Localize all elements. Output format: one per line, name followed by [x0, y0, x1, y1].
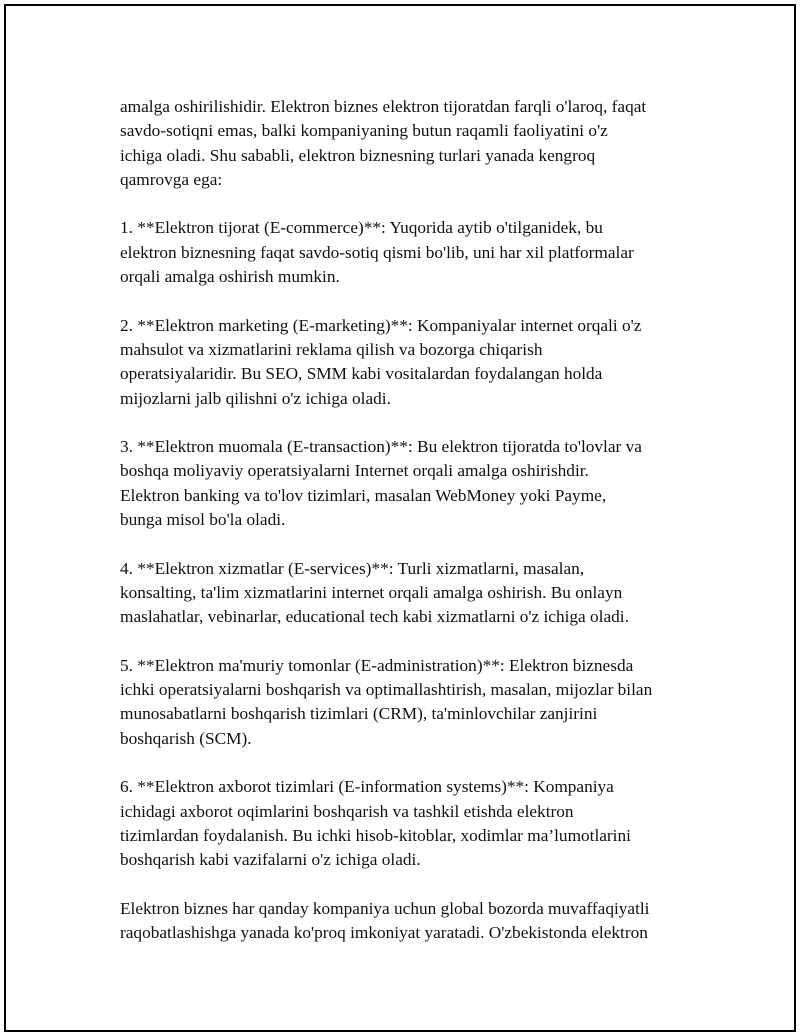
text-line: ichidagi axborot oqimlarini boshqarish va tashkil etishda elektron: [120, 801, 574, 821]
text-line: ichiga oladi. Shu sababli, elektron biznesning turlari yanada kengroq: [120, 145, 596, 165]
text-line: munosabatlarni boshqarish tizimlari (CRM), ta'minlovchilar zanjirini: [120, 704, 598, 724]
document-page: [4, 4, 796, 1032]
text-line: 4. **Elektron xizmatlar (E-services)**: Turli xizmatlarni, masalan,: [120, 558, 585, 578]
text-line: mahsulot va xizmatlarini reklama qilish va bozorga chiqarish: [120, 339, 543, 359]
text-line: konsalting, ta'lim xizmatlarini internet orqali amalga oshirish. Bu onlayn: [120, 582, 623, 602]
text-line: Elektron banking va to'lov tizimlari, masalan WebMoney yoki Payme,: [120, 485, 607, 505]
text-line: Elektron biznes har qanday kompaniya uchun global bozorda muvaffaqiyatli: [120, 898, 650, 918]
text-line: raqobatlashishga yanada ko'proq imkoniyat yaratadi. O'zbekistonda elektron: [120, 923, 648, 943]
paragraph-intro: [120, 95, 700, 192]
text-line: elektron biznesning faqat savdo-sotiq qismi bo'lib, uni har xil platformalar: [120, 242, 634, 262]
text-line: tizimlardan foydalanish. Bu ichki hisob-kitoblar, xodimlar ma’lumotlarini: [120, 825, 631, 845]
list-item-eadministration: [120, 654, 700, 751]
text-line: 2. **Elektron marketing (E-marketing)**: Kompaniyalar internet orqali o'z: [120, 315, 642, 335]
text-line: 6. **Elektron axborot tizimlari (E-information systems)**: Kompaniya: [120, 777, 614, 797]
text-line: orqali amalga oshirish mumkin.: [120, 267, 340, 287]
text-line: 3. **Elektron muomala (E-transaction)**: Bu elektron tijoratda to'lovlar va: [120, 437, 642, 457]
text-line: 1. **Elektron tijorat (E-commerce)**: Yuqorida aytib o'tilganidek, bu: [120, 218, 603, 238]
text-line: boshqarish (SCM).: [120, 728, 252, 748]
list-item-etransaction: [120, 435, 700, 532]
text-line: 5. **Elektron ma'muriy tomonlar (E-administration)**: Elektron biznesda: [120, 655, 634, 675]
text-line: boshqa moliyaviy operatsiyalarni Internet orqali amalga oshirishdir.: [120, 461, 589, 481]
text-line: savdo-sotiqni emas, balki kompaniyaning butun raqamli faoliyatini o'z: [120, 121, 608, 141]
paragraph-conclusion: [120, 897, 700, 946]
text-line: mijozlarni jalb qilishni o'z ichiga oladi.: [120, 388, 391, 408]
text-line: operatsiyalaridir. Bu SEO, SMM kabi vositalardan foydalangan holda: [120, 364, 603, 384]
list-item-emarketing: [120, 314, 700, 411]
text-line: bunga misol bo'la oladi.: [120, 510, 286, 530]
text-line: qamrovga ega:: [120, 169, 223, 189]
text-line: maslahatlar, vebinarlar, educational tech kabi xizmatlarni o'z ichiga oladi.: [120, 607, 629, 627]
list-item-einformation: [120, 775, 700, 872]
text-line: amalga oshirilishidir. Elektron biznes elektron tijoratdan farqli o'laroq, faqat: [120, 97, 647, 116]
text-line: ichki operatsiyalarni boshqarish va optimallashtirish, masalan, mijozlar bilan: [120, 680, 653, 700]
list-item-ecommerce: [120, 216, 700, 289]
document-body: [120, 95, 700, 970]
list-item-eservices: [120, 557, 700, 630]
text-line: boshqarish kabi vazifalarni o'z ichiga oladi.: [120, 850, 421, 870]
